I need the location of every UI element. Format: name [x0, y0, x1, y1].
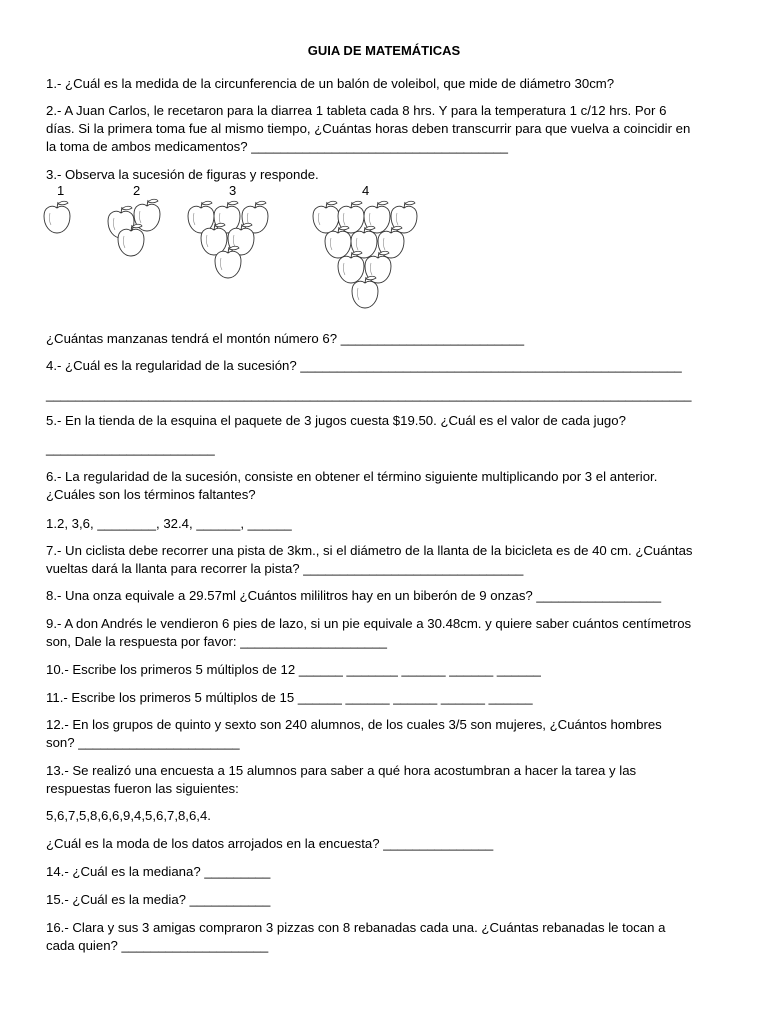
question-2-line-2: días. Si la primera toma fue al mismo tiempo, ¿Cuántas horas deben transcurrir para que vuelva a coincidir en	[46, 121, 691, 136]
question-12-line-2: son? ______________________	[46, 735, 240, 750]
question-9-line-1: 9.- A don Andrés le vendieron 6 pies de lazo, si un pie equivale a 30.48cm. y quiere saber cuántos centímetros	[46, 616, 692, 631]
question-9-line-2: son, Dale la respuesta por favor: ____________________	[46, 634, 387, 649]
question-7-line-1: 7.- Un ciclista debe recorrer una pista de 3km., si el diámetro de la llanta de la bicicleta es de 40 cm. ¿Cuántas	[46, 543, 693, 558]
question-5-line-2: _______________________	[46, 441, 215, 456]
question-13-data: 5,6,7,5,8,6,6,9,4,5,6,7,8,6,4.	[46, 808, 211, 823]
question-3-ask: ¿Cuántas manzanas tendrá el montón número 6? _________________________	[46, 331, 525, 346]
question-4-line-2: ________________________________________________________________________________________	[46, 387, 692, 402]
question-2-line-3: la toma de ambos medicamentos? ___________________________________	[46, 139, 508, 154]
figure-label-2: 2	[133, 183, 141, 198]
question-13-line-4: ¿Cuál es la moda de los datos arrojados en la encuesta? _______________	[46, 836, 494, 851]
question-6-line-2: ¿Cuáles son los términos faltantes?	[46, 487, 256, 502]
question-6-line-3: 1.2, 3,6, ________, 32.4, ______, ______	[46, 516, 292, 531]
question-15: 15.- ¿Cuál es la media? ___________	[46, 892, 271, 907]
question-6-line-1: 6.- La regularidad de la sucesión, consiste en obtener el término siguiente multiplicando por 3 el anterior.	[46, 469, 658, 484]
apple-icon	[313, 201, 339, 233]
question-1: 1.- ¿Cuál es la medida de la circunferencia de un balón de voleibol, que mide de diámetro 30cm?	[46, 76, 615, 91]
question-5-line-1: 5.- En la tienda de la esquina el paquete de 3 jugos cuesta $19.50. ¿Cuál es el valor de cada jugo?	[46, 413, 626, 428]
question-12-line-1: 12.- En los grupos de quinto y sexto son 240 alumnos, de los cuales 3/5 son mujeres, ¿Cuántos hombres	[46, 717, 662, 732]
apple-icon	[44, 201, 70, 233]
question-2-line-1: 2.- A Juan Carlos, le recetaron para la diarrea 1 tableta cada 8 hrs. Y para la temperatura 1 c/12 hrs. Por 6	[46, 103, 667, 118]
question-16-line-2: cada quien? ____________________	[46, 938, 269, 953]
figure-label-4: 4	[362, 183, 370, 198]
question-16-line-1: 16.- Clara y sus 3 amigas compraron 3 pizzas con 8 rebanadas cada una. ¿Cuántas rebanadas le tocan a	[46, 920, 666, 935]
figure-label-1: 1	[57, 183, 65, 198]
page-title: GUIA DE MATEMÁTICAS	[307, 43, 461, 58]
question-7-line-2: vueltas dará la llanta para recorrer la pista? ______________________________	[46, 561, 524, 576]
figure-label-3: 3	[229, 183, 237, 198]
question-4-line-1: 4.- ¿Cuál es la regularidad de la sucesión? ____________________________________________________	[46, 358, 682, 373]
question-3: 3.- Observa la sucesión de figuras y responde.	[46, 167, 319, 182]
question-8: 8.- Una onza equivale a 29.57ml ¿Cuántos mililitros hay en un biberón de 9 onzas? _________________	[46, 588, 662, 603]
question-10: 10.- Escribe los primeros 5 múltiplos de 12 ______ _______ ______ ______ ______	[46, 662, 541, 677]
question-13-line-1: 13.- Se realizó una encuesta a 15 alumnos para saber a qué hora acostumbran a hacer la tarea y las	[46, 763, 637, 778]
question-11: 11.- Escribe los primeros 5 múltiplos de 15 ______ ______ ______ ______ ______	[46, 690, 533, 705]
question-14: 14.- ¿Cuál es la mediana? _________	[46, 864, 271, 879]
question-13-line-2: respuestas fueron las siguientes:	[46, 781, 239, 796]
